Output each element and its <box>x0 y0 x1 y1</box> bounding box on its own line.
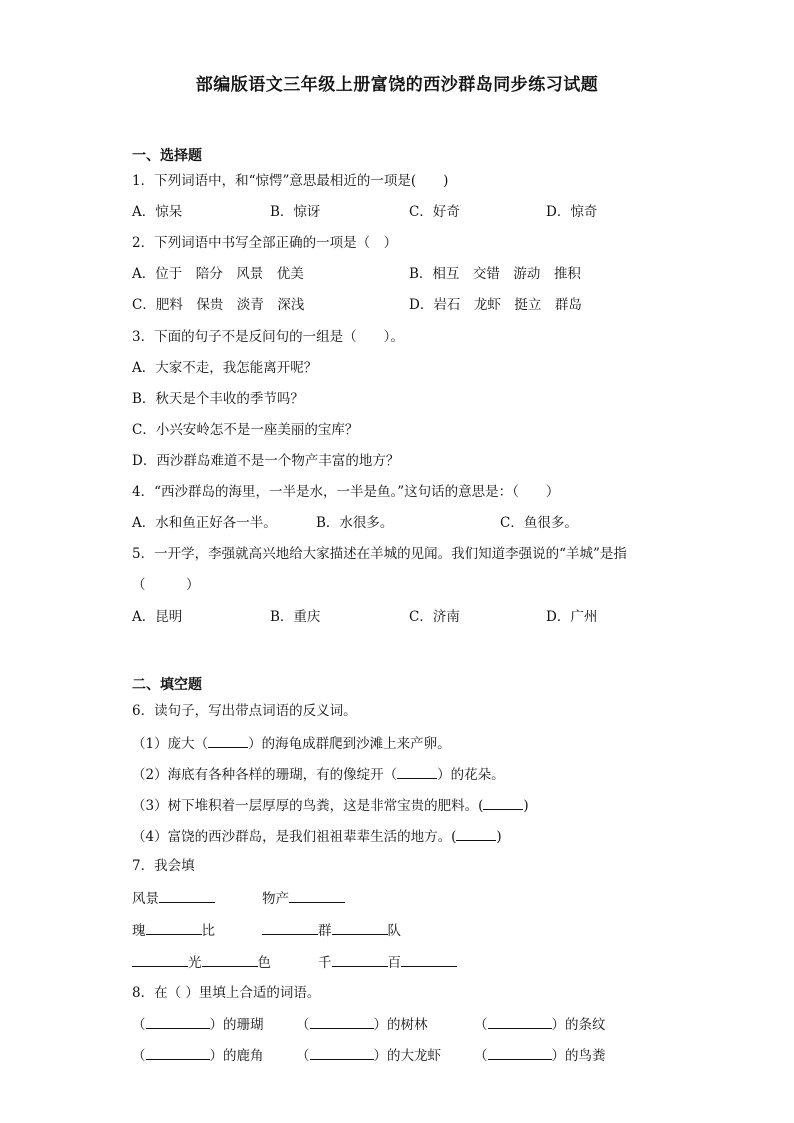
q7-blank[interactable] <box>202 952 258 967</box>
q8-blank[interactable] <box>488 1014 552 1029</box>
q5-option-c: C．济南 <box>409 609 460 625</box>
q1-option-c: C．好奇 <box>409 204 460 220</box>
q6-item-1-post: ）的海龟成群爬到沙滩上来产卵。 <box>248 736 451 752</box>
section-heading-fill: 二、填空题 <box>132 677 202 693</box>
q2-option-c: C．肥料 保贵 淡青 深浅 <box>132 297 305 313</box>
question-5-stem: 5．一开学，李强就高兴地给大家描述在羊城的见闻。我们知道李强说的“羊城”是指 <box>132 546 627 562</box>
q7-blank[interactable] <box>132 952 188 967</box>
q7-blank[interactable] <box>401 952 457 967</box>
q2-option-a: A．位于 陪分 风景 优美 <box>132 266 304 282</box>
question-5-answer-paren: （ ） <box>132 577 200 593</box>
q6-item-1 <box>132 733 451 753</box>
q8-blank[interactable] <box>488 1045 552 1060</box>
q7-row1-item2 <box>262 888 345 908</box>
q7-row3-item2 <box>318 952 457 972</box>
q8-row2-item2: （ ）的大龙虾 <box>296 1045 441 1065</box>
q6-item-3 <box>132 795 529 815</box>
q7-blank[interactable] <box>332 920 388 935</box>
q8-noun: 的鹿角 <box>223 1048 264 1064</box>
q1-option-d: D．惊奇 <box>546 204 598 220</box>
q8-row2-item3: （ ）的鸟粪 <box>474 1045 606 1065</box>
q4-option-c: C．鱼很多。 <box>500 515 578 531</box>
q2-option-b: B．相互 交错 游动 推积 <box>409 266 581 282</box>
q4-option-a: A．水和鱼正好各一半。 <box>132 515 277 531</box>
q8-row1-item3: （ ）的条纹 <box>474 1014 606 1034</box>
q5-option-b: B．重庆 <box>270 609 321 625</box>
q5-option-d: D．广州 <box>546 609 598 625</box>
q7-blank[interactable] <box>332 952 388 967</box>
question-8-stem: 8．在（ ）里填上合适的词语。 <box>132 985 321 1001</box>
q7-char: 千 <box>318 955 332 971</box>
question-4-stem: 4．“西沙群岛的海里，一半是水，一半是鱼。”这句话的意思是：（ ） <box>132 484 560 500</box>
q7-word-fengjing: 风景 <box>132 891 159 907</box>
q6-item-1-blank[interactable] <box>208 733 248 748</box>
q3-option-c: C．小兴安岭怎不是一座美丽的宝库？ <box>132 422 359 438</box>
question-3-stem: 3．下面的句子不是反问句的一组是（ ）。 <box>132 329 404 345</box>
q7-blank[interactable] <box>159 888 215 903</box>
q7-char: 色 <box>257 955 271 971</box>
q8-noun: 的珊瑚 <box>223 1017 264 1033</box>
q4-option-b: B．水很多。 <box>316 515 394 531</box>
q8-blank[interactable] <box>310 1045 374 1060</box>
q6-item-4-post: ) <box>496 829 502 845</box>
q6-item-4 <box>132 826 502 846</box>
q6-item-3-blank[interactable] <box>483 795 523 810</box>
q6-item-2 <box>132 764 505 784</box>
q5-option-a: A．昆明 <box>132 609 183 625</box>
question-1-stem: 1．下列词语中，和“惊愕”意思最相近的一项是( ) <box>132 173 449 189</box>
q7-row3-item1 <box>132 952 271 972</box>
question-6-stem: 6．读句子，写出带点词语的反义词。 <box>132 703 357 719</box>
q8-blank[interactable] <box>146 1045 210 1060</box>
q8-noun: 的树林 <box>387 1017 428 1033</box>
question-2-stem: 2．下列词语中书写全部正确的一项是（ ） <box>132 235 398 251</box>
q2-option-d: D．岩石 龙虾 挺立 群岛 <box>409 297 582 313</box>
q7-char: 比 <box>201 923 215 939</box>
q7-blank[interactable] <box>289 888 345 903</box>
q6-item-2-pre: （2）海底有各种各样的珊瑚，有的像绽开（ <box>132 767 398 783</box>
q8-noun: 的大龙虾 <box>387 1048 441 1064</box>
q7-row1-item1 <box>132 888 215 908</box>
q1-option-a: A．惊呆 <box>132 204 183 220</box>
q8-noun: 的条纹 <box>565 1017 606 1033</box>
q7-char: 瑰 <box>132 923 146 939</box>
q7-char: 光 <box>188 955 202 971</box>
q7-blank[interactable] <box>146 920 202 935</box>
q6-item-1-pre: （1）庞大（ <box>132 736 209 752</box>
q6-item-2-post: ）的花朵。 <box>437 767 505 783</box>
q6-item-4-blank[interactable] <box>456 826 496 841</box>
q8-row1-item2: （ ）的树林 <box>296 1014 428 1034</box>
q8-row2-item1: （ ）的鹿角 <box>132 1045 264 1065</box>
page-title: 部编版语文三年级上册富饶的西沙群岛同步练习试题 <box>195 75 599 95</box>
q3-option-a: A．大家不走，我怎能离开呢？ <box>132 360 318 376</box>
q6-item-3-pre: （3）树下堆积着一层厚厚的鸟粪，这是非常宝贵的肥料。( <box>132 798 484 814</box>
q7-blank[interactable] <box>262 920 318 935</box>
q7-word-wuchan: 物产 <box>262 891 289 907</box>
section-heading-choice: 一、选择题 <box>132 148 202 164</box>
q6-item-3-post: ) <box>523 798 529 814</box>
q8-blank[interactable] <box>146 1014 210 1029</box>
q3-option-b: B．秋天是个丰收的季节吗？ <box>132 391 304 407</box>
q8-noun: 的鸟粪 <box>565 1048 606 1064</box>
q6-item-2-blank[interactable] <box>397 764 437 779</box>
q7-row2-item2 <box>262 920 401 940</box>
q7-char: 百 <box>387 955 401 971</box>
q6-item-4-pre: （4）富饶的西沙群岛，是我们祖祖辈辈生活的地方。( <box>132 829 457 845</box>
q8-blank[interactable] <box>310 1014 374 1029</box>
q7-char: 群 <box>318 923 332 939</box>
q7-char: 队 <box>387 923 401 939</box>
q3-option-d: D．西沙群岛难道不是一个物产丰富的地方？ <box>132 453 400 469</box>
q1-option-b: B．惊讶 <box>270 204 321 220</box>
question-7-stem: 7．我会填 <box>132 858 195 874</box>
q8-row1-item1: （ ）的珊瑚 <box>132 1014 264 1034</box>
q7-row2-item1 <box>132 920 215 940</box>
